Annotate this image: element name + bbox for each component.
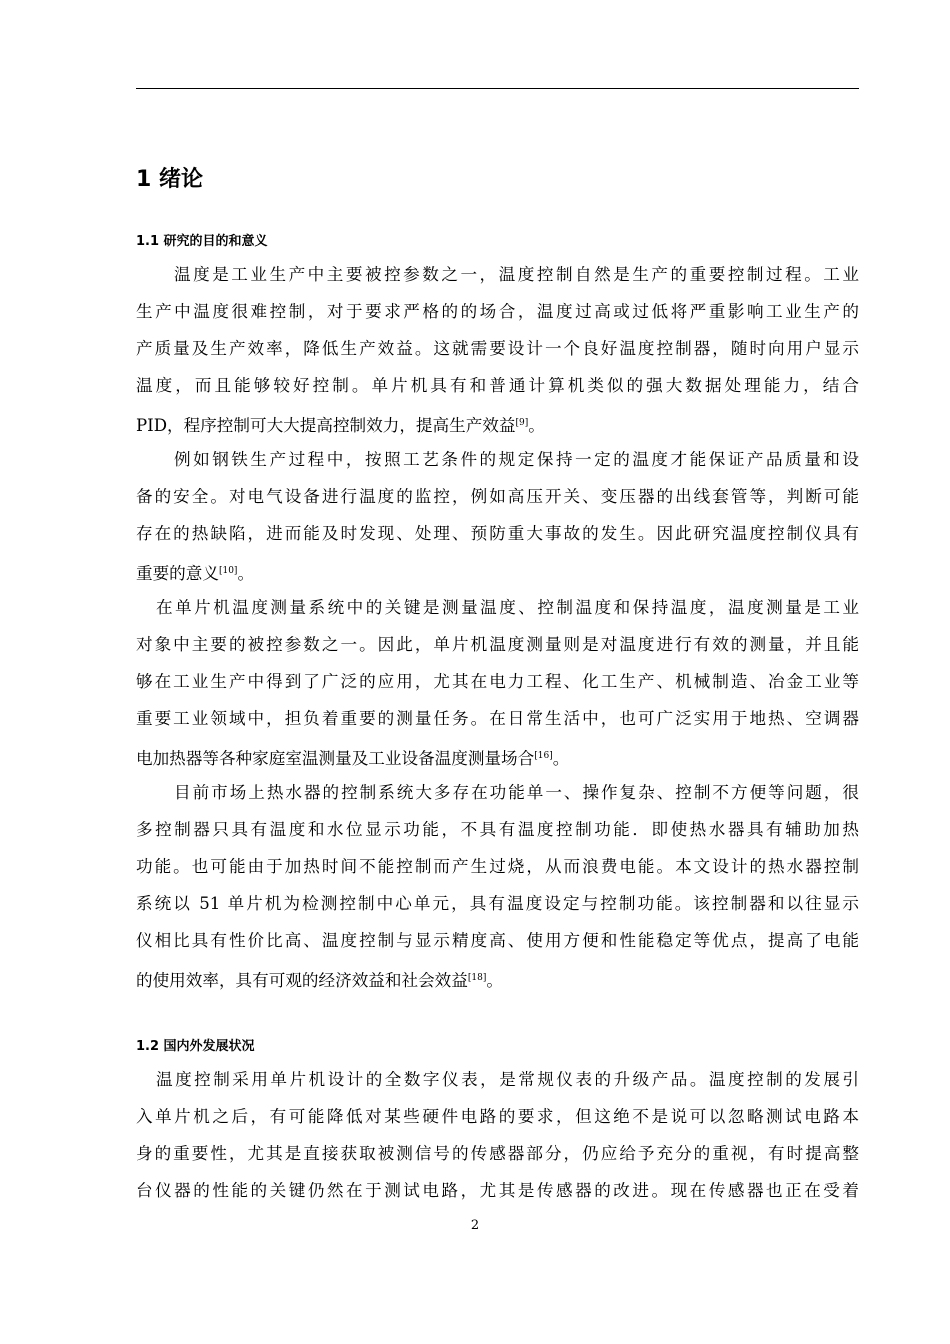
citation-ref: [9]: [515, 418, 529, 428]
body-line: 台仪器的性能的关键仍然在于测试电路，尤其是传感器的改进。现在传感器也正在受着: [136, 1181, 859, 1200]
section-heading-1-1: 1.1 研究的目的和意义: [136, 234, 268, 249]
body-line: 备的安全。对电气设备进行温度的监控，例如高压开关、变压器的出线套管等，判断可能: [136, 487, 859, 506]
body-line: 功能。也可能由于加热时间不能控制而产生过烧，从而浪费电能。本文设计的热水器控制: [136, 857, 859, 876]
body-line: 入单片机之后，有可能降低对某些硬件电路的要求，但这绝不是说可以忽略测试电路本: [136, 1107, 859, 1126]
body-line: 温度，而且能够较好控制。单片机具有和普通计算机类似的强大数据处理能力，结合: [136, 376, 859, 395]
body-line: 身的重要性，尤其是直接获取被测信号的传感器部分，仍应给予充分的重视，有时提高整: [136, 1144, 859, 1163]
body-line: 生产中温度很难控制，对于要求严格的的场合，温度过高或过低将严重影响工业生产的: [136, 302, 859, 321]
body-line: 重要工业领域中，担负着重要的测量任务。在日常生活中，也可广泛实用于地热、空调器: [136, 709, 859, 728]
body-line: 例如钢铁生产过程中，按照工艺条件的规定保持一定的温度才能保证产品质量和设: [174, 450, 859, 469]
body-line: 对象中主要的被控参数之一。因此，单片机温度测量则是对温度进行有效的测量，并且能: [136, 635, 859, 654]
body-line: PID，程序控制可大大提高控制效力，提高生产效益[9]。: [136, 416, 545, 435]
body-line: 温度控制采用单片机设计的全数字仪表，是常规仪表的升级产品。温度控制的发展引: [156, 1070, 859, 1089]
section-heading-1-2: 1.2 国内外发展状况: [136, 1039, 255, 1054]
chapter-title: 1 绪论: [136, 167, 203, 192]
body-line: 存在的热缺陷，进而能及时发现、处理、预防重大事故的发生。因此研究温度控制仪具有: [136, 524, 859, 543]
body-line: 系统以 51 单片机为检测控制中心单元，具有温度设定与控制功能。该控制器和以往显示: [136, 894, 859, 913]
header-rule: [136, 88, 859, 89]
body-line: 在单片机温度测量系统中的关键是测量温度、控制温度和保持温度，温度测量是工业: [156, 598, 859, 617]
citation-ref: [10]: [218, 566, 238, 576]
body-line: 电加热器等各种家庭室温测量及工业设备温度测量场合[16]。: [136, 749, 570, 768]
body-line: 多控制器只具有温度和水位显示功能，不具有温度控制功能．即使热水器具有辅助加热: [136, 820, 859, 839]
body-line: 温度是工业生产中主要被控参数之一，温度控制自然是生产的重要控制过程。工业: [174, 265, 859, 284]
citation-ref: [16]: [534, 751, 553, 761]
body-line: 仪相比具有性价比高、温度控制与显示精度高、使用方便和性能稳定等优点，提高了电能: [136, 931, 859, 950]
body-line: 重要的意义[10]。: [136, 564, 255, 583]
body-line: 产质量及生产效率，降低生产效益。这就需要设计一个良好温度控制器，随时向用户显示: [136, 339, 859, 358]
citation-ref: [18]: [467, 973, 487, 983]
body-line: 的使用效率，具有可观的经济效益和社会效益[18]。: [136, 971, 503, 990]
body-line: 目前市场上热水器的控制系统大多存在功能单一、操作复杂、控制不方便等问题，很: [174, 783, 859, 802]
page-number: 2: [470, 1218, 480, 1233]
body-line: 够在工业生产中得到了广泛的应用，尤其在电力工程、化工生产、机械制造、冶金工业等: [136, 672, 859, 691]
